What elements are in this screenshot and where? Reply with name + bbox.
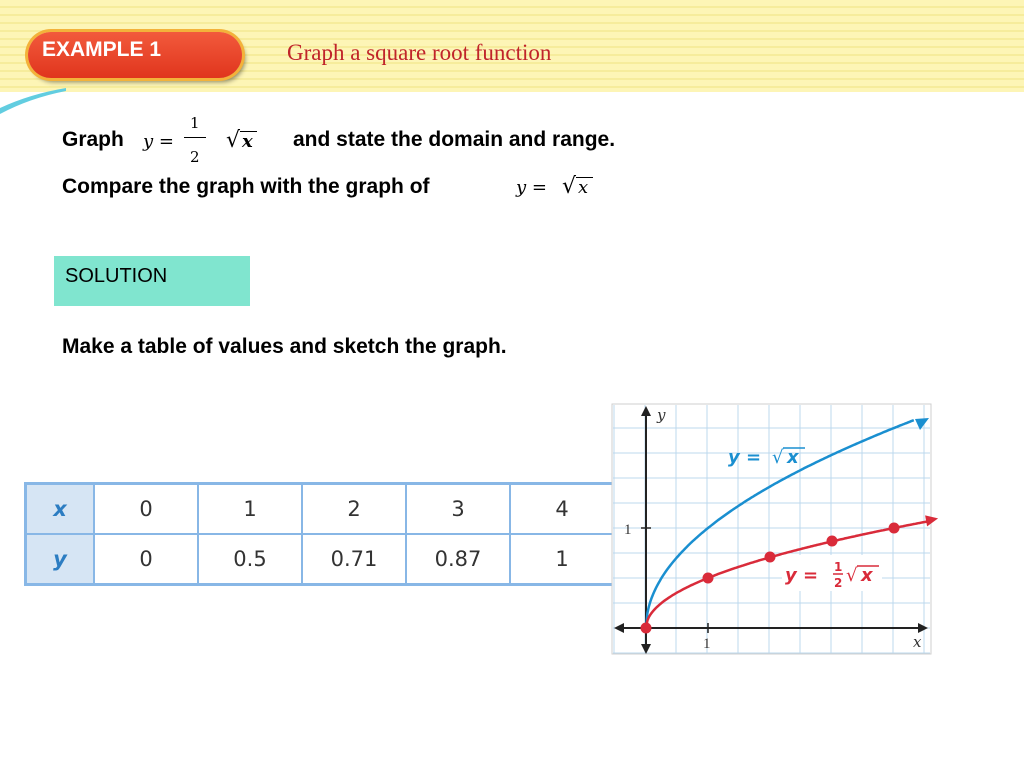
square-root-icon: √ bbox=[226, 128, 241, 153]
table-cell: 0.5 bbox=[198, 534, 302, 585]
data-point bbox=[889, 523, 900, 534]
data-point bbox=[827, 536, 838, 547]
table-cell: 2 bbox=[302, 484, 406, 535]
data-point bbox=[641, 623, 652, 634]
table-cell: 4 bbox=[510, 484, 615, 535]
x-axis-label: x bbox=[913, 633, 922, 651]
series-label-var: x bbox=[861, 565, 873, 586]
table-cell: 1 bbox=[510, 534, 615, 585]
series-label-denominator: 2 bbox=[834, 576, 843, 590]
prompt-compare-text: Compare the graph with the graph of bbox=[62, 175, 430, 198]
square-root-graph bbox=[600, 396, 958, 664]
values-table bbox=[24, 482, 616, 586]
square-root-icon: √ bbox=[562, 174, 577, 199]
y-tick-label: 1 bbox=[624, 522, 632, 538]
prompt-line1-text: and state the domain and range. bbox=[293, 128, 616, 151]
table-cell: 3 bbox=[406, 484, 510, 535]
series-label-prefix: y = bbox=[785, 565, 819, 586]
prompt-fraction-denominator: 2 bbox=[190, 148, 200, 166]
prompt-fraction-bar bbox=[184, 137, 206, 138]
square-root-icon: √ bbox=[846, 565, 858, 586]
series-label-var: x bbox=[787, 447, 799, 468]
table-row-x bbox=[26, 484, 615, 535]
y-axis-label: y bbox=[657, 406, 666, 424]
table-header-y: y bbox=[26, 534, 95, 585]
table-cell: 1 bbox=[198, 484, 302, 535]
data-point bbox=[765, 552, 776, 563]
table-cell: 0 bbox=[94, 484, 198, 535]
instruction-text: Make a table of values and sketch the graph. bbox=[62, 335, 507, 358]
square-root-icon: √ bbox=[772, 447, 784, 468]
table-cell: 0 bbox=[94, 534, 198, 585]
series-label-prefix: y = bbox=[728, 447, 762, 468]
data-point bbox=[703, 573, 714, 584]
table-cell: 0.71 bbox=[302, 534, 406, 585]
prompt-fraction-numerator: 1 bbox=[190, 114, 200, 132]
curve-half-sqrt-x-arrow-icon bbox=[925, 515, 938, 526]
prompt-graph-word: Graph bbox=[62, 128, 124, 151]
prompt2-radicand: x bbox=[578, 177, 589, 198]
table-cell: 0.87 bbox=[406, 534, 510, 585]
table-row-y bbox=[26, 534, 615, 585]
prompt-equation-lhs: y = bbox=[143, 131, 174, 152]
prompt2-equation-lhs: y = bbox=[516, 177, 547, 198]
example-badge: EXAMPLE 1 bbox=[28, 32, 242, 78]
x-tick-label: 1 bbox=[703, 636, 711, 652]
series-label-half-sqrt-x bbox=[782, 555, 882, 591]
prompt-radicand: x bbox=[242, 131, 253, 152]
solution-label: SOLUTION bbox=[54, 256, 250, 306]
table-header-x: x bbox=[26, 484, 95, 535]
series-label-numerator: 1 bbox=[834, 560, 843, 574]
header-swoosh-decoration bbox=[0, 86, 70, 116]
page-title: Graph a square root function bbox=[287, 40, 552, 65]
